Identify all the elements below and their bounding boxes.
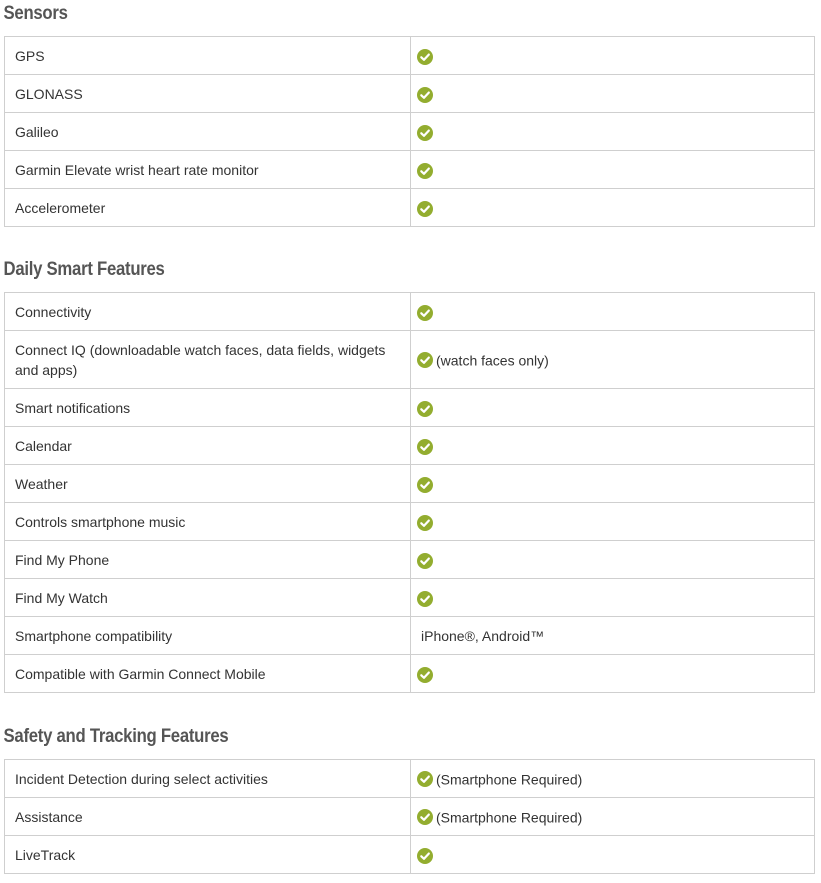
feature-value — [411, 189, 815, 227]
table-row — [5, 331, 815, 389]
feature-label: Smart notifications — [5, 389, 411, 427]
section-safety-tracking-features — [0, 723, 821, 874]
sensors-table — [4, 36, 815, 227]
feature-value — [411, 617, 815, 655]
table-row — [5, 503, 815, 541]
check-circle-icon — [417, 305, 433, 321]
table-row — [5, 465, 815, 503]
section-sensors — [0, 0, 821, 227]
table-row — [5, 760, 815, 798]
feature-value — [411, 389, 815, 427]
feature-value — [411, 331, 815, 389]
table-row — [5, 427, 815, 465]
daily-smart-features-table — [4, 292, 815, 693]
check-circle-icon — [417, 515, 433, 531]
check-circle-icon — [417, 591, 433, 607]
feature-value — [411, 579, 815, 617]
check-circle-icon — [417, 87, 433, 103]
feature-value — [411, 293, 815, 331]
table-row — [5, 541, 815, 579]
check-circle-icon — [417, 401, 433, 417]
table-row — [5, 389, 815, 427]
feature-label: Galileo — [5, 113, 411, 151]
table-row — [5, 151, 815, 189]
section-daily-smart-features — [0, 256, 821, 693]
feature-note: iPhone®, Android™ — [421, 628, 545, 645]
feature-label: Smartphone compatibility — [5, 617, 411, 655]
check-circle-icon — [417, 163, 433, 179]
check-circle-icon — [417, 771, 433, 787]
feature-label: GLONASS — [5, 75, 411, 113]
check-circle-icon — [417, 125, 433, 141]
feature-note: (Smartphone Required) — [436, 771, 583, 788]
check-circle-icon — [417, 848, 433, 864]
section-title-safety-tracking-features: Safety and Tracking Features — [3, 726, 229, 747]
table-row — [5, 293, 815, 331]
feature-label: Connect IQ (downloadable watch faces, data fields, widgets and apps) — [5, 331, 411, 389]
feature-value — [411, 37, 815, 75]
feature-label: Assistance — [5, 798, 411, 836]
feature-label: Find My Phone — [5, 541, 411, 579]
check-circle-icon — [417, 809, 433, 825]
feature-label: Compatible with Garmin Connect Mobile — [5, 655, 411, 693]
feature-label: Accelerometer — [5, 189, 411, 227]
feature-value — [411, 655, 815, 693]
table-row — [5, 836, 815, 874]
feature-label: LiveTrack — [5, 836, 411, 874]
check-circle-icon — [417, 49, 433, 65]
check-circle-icon — [417, 352, 433, 368]
feature-label: Weather — [5, 465, 411, 503]
feature-value — [411, 503, 815, 541]
check-circle-icon — [417, 439, 433, 455]
feature-value — [411, 427, 815, 465]
feature-label: GPS — [5, 37, 411, 75]
feature-value — [411, 151, 815, 189]
section-title-daily-smart-features: Daily Smart Features — [3, 259, 165, 280]
feature-label: Find My Watch — [5, 579, 411, 617]
table-row — [5, 37, 815, 75]
table-row — [5, 579, 815, 617]
table-row — [5, 655, 815, 693]
feature-label: Controls smartphone music — [5, 503, 411, 541]
check-circle-icon — [417, 477, 433, 493]
feature-label: Calendar — [5, 427, 411, 465]
feature-note: (Smartphone Required) — [436, 809, 583, 826]
table-row — [5, 798, 815, 836]
feature-value — [411, 760, 815, 798]
feature-value — [411, 798, 815, 836]
table-row — [5, 189, 815, 227]
table-row — [5, 617, 815, 655]
feature-value — [411, 465, 815, 503]
feature-label: Garmin Elevate wrist heart rate monitor — [5, 151, 411, 189]
check-circle-icon — [417, 553, 433, 569]
check-circle-icon — [417, 201, 433, 217]
feature-value — [411, 113, 815, 151]
feature-value — [411, 836, 815, 874]
feature-note: (watch faces only) — [436, 352, 549, 369]
table-row — [5, 113, 815, 151]
feature-label: Connectivity — [5, 293, 411, 331]
table-row — [5, 75, 815, 113]
safety-tracking-table — [4, 759, 815, 874]
feature-label: Incident Detection during select activities — [5, 760, 411, 798]
feature-value — [411, 541, 815, 579]
section-title-sensors: Sensors — [3, 3, 68, 24]
check-circle-icon — [417, 667, 433, 683]
feature-value — [411, 75, 815, 113]
